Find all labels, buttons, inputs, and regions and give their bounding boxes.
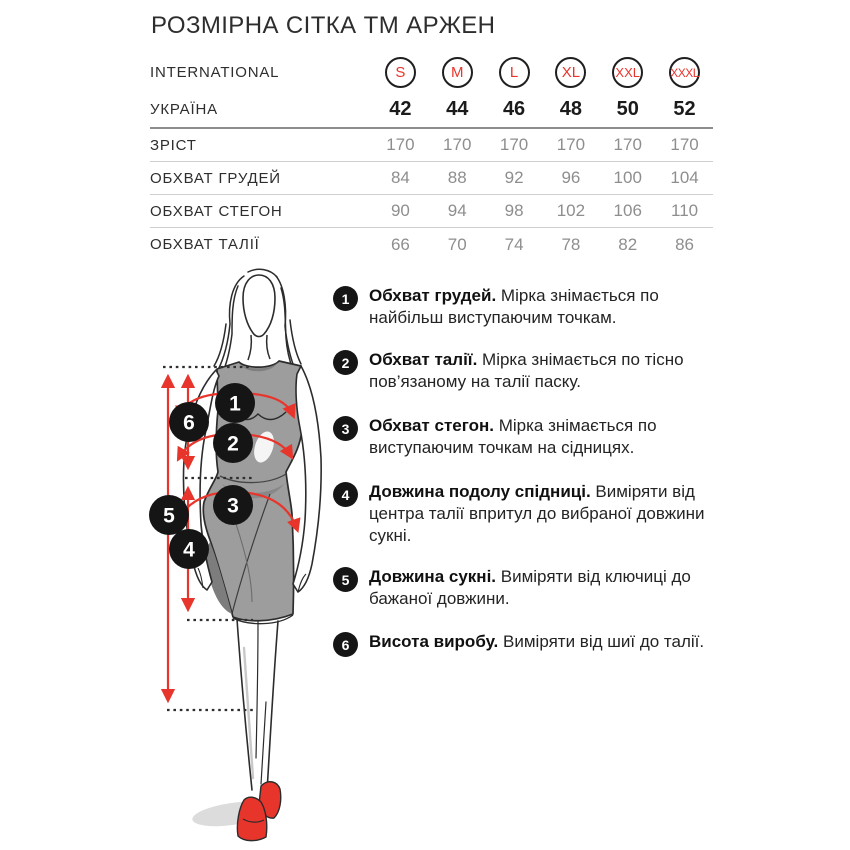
- measure-value: 104: [670, 168, 699, 187]
- size-cell: [372, 57, 429, 88]
- size-label: XL: [561, 64, 581, 81]
- legend-item-hips: [333, 415, 717, 459]
- legend-term: Обхват талії.: [369, 350, 478, 369]
- measure-value: 170: [499, 135, 529, 154]
- size-circle: [385, 57, 416, 88]
- size-cell: [599, 57, 656, 88]
- measurement-figure: [140, 262, 350, 850]
- legend-item-dress-length: [333, 566, 717, 610]
- measure-value: 78: [561, 234, 581, 254]
- row-label-ukraine: УКРАЇНА: [150, 101, 218, 118]
- table-row-waist: [150, 228, 713, 261]
- international-cells: [372, 57, 713, 88]
- size-value: 48: [559, 98, 583, 120]
- table-row-hips: [150, 195, 713, 228]
- legend-number-badge: 6: [333, 632, 358, 657]
- measure-value: 74: [504, 234, 524, 254]
- measure-label: ОБХВАТ СТЕГОН: [150, 202, 283, 220]
- measure-label: ОБХВАТ ТАЛІЇ: [150, 236, 260, 253]
- size-cell: [429, 57, 486, 88]
- size-circle: [442, 57, 473, 88]
- size-circle: [669, 57, 700, 88]
- size-table: [150, 52, 713, 261]
- measure-value: 170: [670, 135, 699, 154]
- measure-value: 170: [386, 135, 415, 154]
- size-circle: [499, 57, 530, 88]
- legend-item-product-height: [333, 631, 717, 653]
- legend-text: [369, 285, 714, 329]
- legend-number-badge: 3: [333, 416, 358, 441]
- figure-neck: [248, 335, 270, 360]
- marker-number-2: 2: [227, 432, 239, 456]
- measure-cells: [372, 235, 713, 255]
- ukraine-cells: [372, 98, 713, 121]
- measure-cells: [372, 135, 713, 155]
- legend-item-waist: [333, 349, 717, 393]
- measure-value: 82: [618, 234, 638, 254]
- measure-value: 102: [556, 201, 586, 220]
- legend-term: Висота виробу.: [369, 632, 499, 651]
- measure-value: 98: [504, 201, 524, 220]
- measure-value: 170: [556, 135, 586, 154]
- measure-value: 110: [671, 201, 699, 220]
- legend-text: [369, 481, 714, 547]
- size-label: S: [395, 64, 406, 81]
- size-label: M: [450, 64, 464, 81]
- size-label: XXL: [615, 65, 640, 80]
- measure-value: 88: [447, 168, 467, 187]
- marker-number-6: 6: [183, 411, 195, 435]
- legend-number-badge: 1: [333, 286, 358, 311]
- measure-cells: [372, 168, 713, 188]
- size-value: 50: [616, 98, 639, 120]
- table-row-height: [150, 129, 713, 162]
- measure-value: 90: [390, 201, 410, 220]
- table-row-bust: [150, 162, 713, 195]
- legend-item-skirt-length: [333, 481, 717, 547]
- legend-term: Довжина подолу спідниці.: [369, 482, 591, 501]
- size-cell: [656, 57, 713, 88]
- legend-text: [369, 415, 714, 459]
- size-circle: [555, 57, 586, 88]
- legend-text: [369, 631, 714, 653]
- measure-value: 94: [447, 201, 467, 220]
- measure-value: 100: [613, 168, 642, 187]
- measure-value: 84: [390, 168, 410, 187]
- figure-shoes: [237, 782, 280, 841]
- legend-number-badge: 5: [333, 567, 358, 592]
- legend-term: Довжина сукні.: [369, 567, 497, 586]
- measure-value: 92: [504, 168, 524, 187]
- page-title: РОЗМІРНА СІТКА ТМ АРЖЕН: [151, 12, 496, 39]
- legend-description: Мірка знімається по тісно пов’язаному на талії паску.: [369, 350, 684, 391]
- legend-description: Мірка знімається по виступаючим точкам на сідницях.: [369, 416, 657, 457]
- measure-value: 170: [443, 135, 472, 154]
- legend-item-bust: [333, 285, 717, 329]
- measure-value: 170: [613, 135, 642, 154]
- size-value: 46: [502, 98, 526, 120]
- measure-cells: [372, 201, 713, 221]
- table-row-international: [150, 52, 713, 93]
- size-cell: [542, 57, 599, 88]
- legend-term: Обхват стегон.: [369, 416, 494, 435]
- size-value: 42: [389, 98, 412, 120]
- size-circle: [612, 57, 643, 88]
- table-row-ukraine: [150, 93, 713, 126]
- measure-value: 96: [561, 168, 581, 187]
- size-value: 52: [673, 98, 696, 120]
- legend-text: [369, 349, 714, 393]
- measure-value: 70: [447, 234, 467, 254]
- marker-number-4: 4: [183, 538, 195, 562]
- measure-value: 66: [390, 234, 410, 254]
- size-label: XXXL: [670, 65, 699, 80]
- legend-description: Виміряти від центра талії впритул до вибраної довжини сукні.: [369, 482, 705, 545]
- marker-number-1: 1: [229, 392, 241, 416]
- size-cell: [486, 57, 543, 88]
- size-value: 44: [446, 98, 469, 120]
- figure-face: [243, 275, 275, 337]
- legend-term: Обхват грудей.: [369, 286, 497, 305]
- measure-value: 106: [613, 201, 642, 220]
- marker-number-3: 3: [227, 494, 239, 518]
- measure-value: 86: [675, 234, 695, 254]
- legend-description: Виміряти від ключиці до бажаної довжини.: [369, 567, 691, 608]
- legend-number-badge: 2: [333, 350, 358, 375]
- size-label: L: [509, 64, 519, 81]
- legend-number-badge: 4: [333, 482, 358, 507]
- figure-legs: [237, 619, 278, 792]
- measure-label: ЗРІСТ: [150, 136, 197, 154]
- legend-description: Виміряти від шиї до талії.: [503, 632, 705, 651]
- legend-text: [369, 566, 714, 610]
- row-label-international: INTERNATIONAL: [150, 64, 280, 81]
- measure-label: ОБХВАТ ГРУДЕЙ: [150, 169, 281, 187]
- legend-description: Мірка знімається по найбільш виступаючим точкам.: [369, 286, 659, 327]
- marker-number-5: 5: [163, 504, 175, 528]
